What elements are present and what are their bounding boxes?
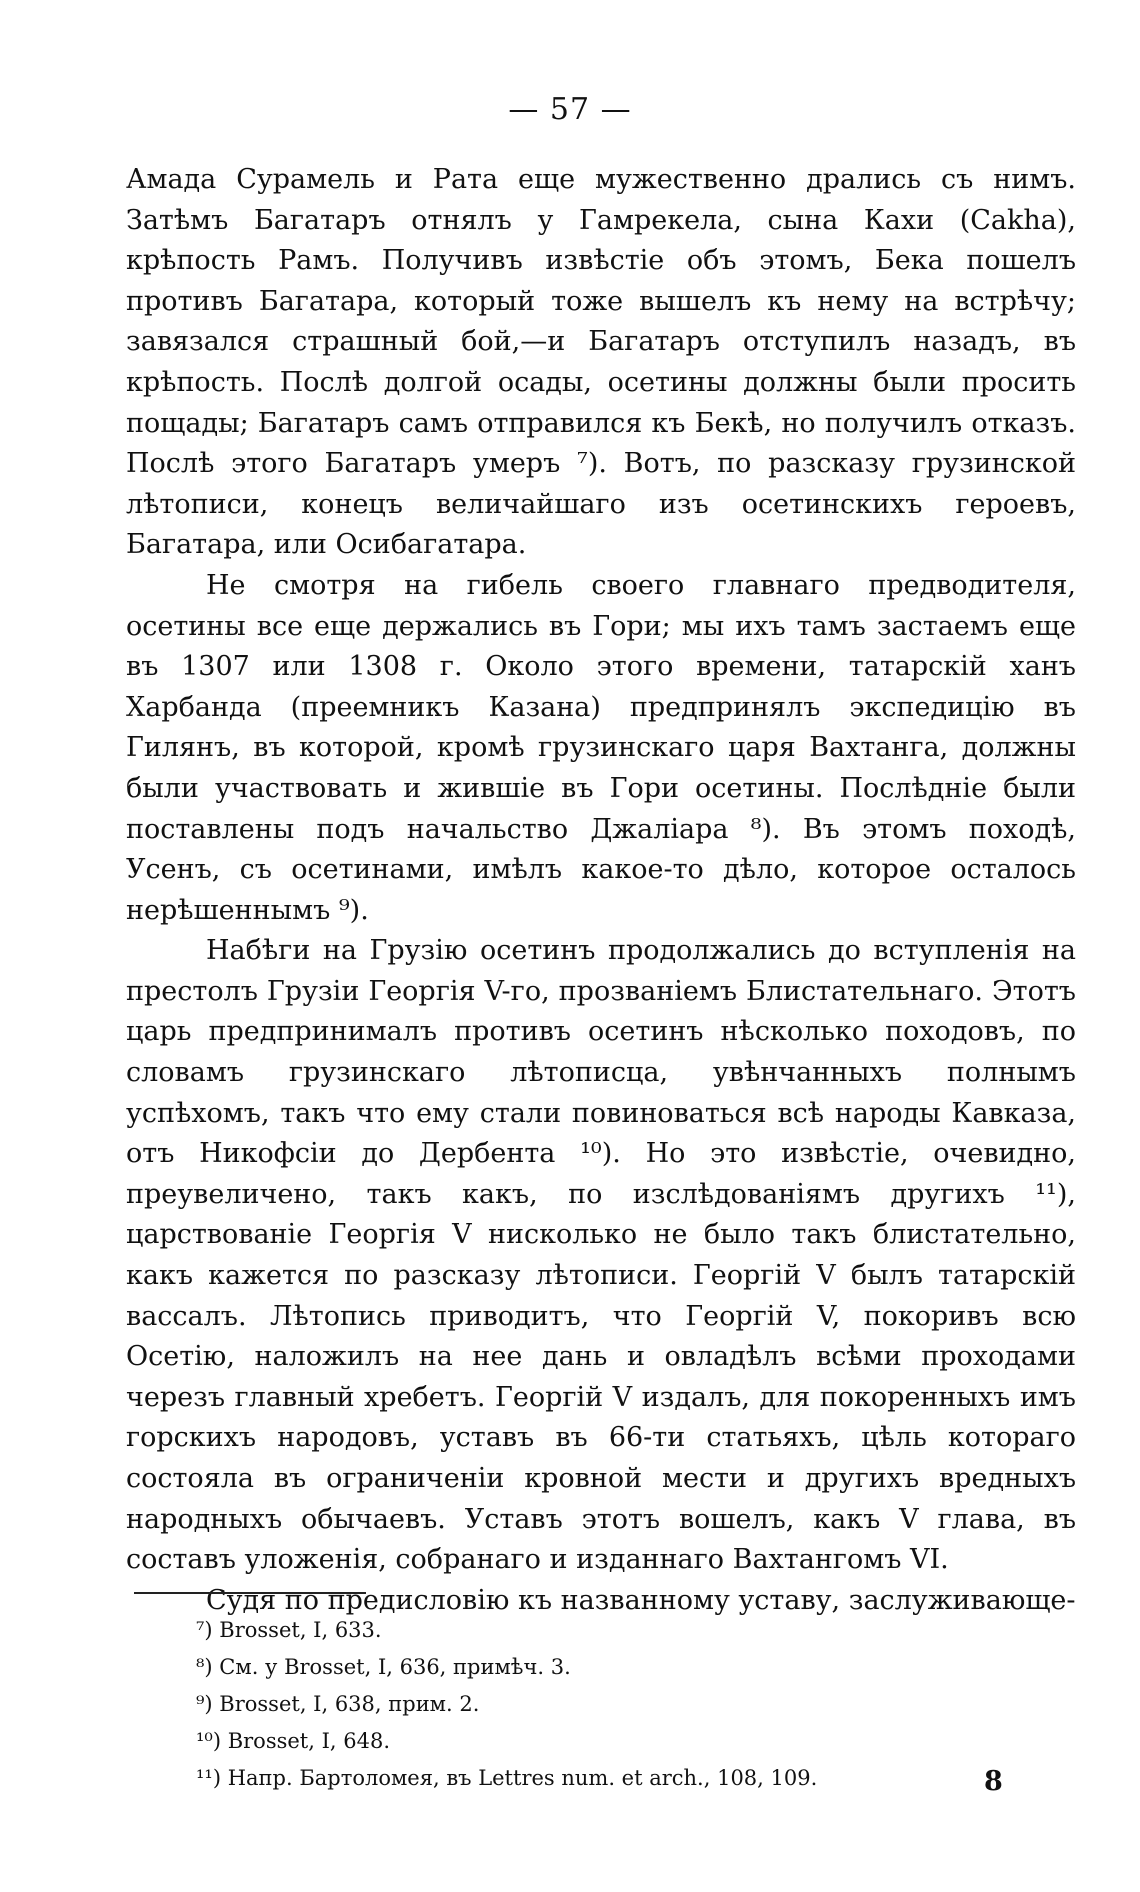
footnote: ¹⁰) Brosset, I, 648. (196, 1729, 390, 1753)
paragraph: Набѣги на Грузію осетинъ продолжались до вступленія на престолъ Грузіи Георгія V-го, прозваніемъ Блистательнаго. Этотъ царь предпринималъ противъ осетинъ нѣсколько походовъ, по словамъ грузинскаго лѣтописца, увѣнчанныхъ полнымъ успѣхомъ, такъ что ему стали повиноваться всѣ народы Кавказа, отъ Никофсіи до Дербента ¹⁰). Но это извѣстіе, очевидно, преувеличено, такъ какъ, по изслѣдованіямъ другихъ ¹¹), царствованіе Георгія V нисколько не было такъ блистательно, какъ кажется по разсказу лѣтописи. Георгій V былъ татарскій вассалъ. Лѣтопись приводитъ, что Георгій V, покоривъ всю Осетію, наложилъ на нее дань и овладѣлъ всѣми проходами черезъ главный хребетъ. Георгій V издалъ, для покоренныхъ имъ горскихъ народовъ, уставъ въ 66-ти статьяхъ, цѣль котораго состояла въ ограниченіи кровной мести и другихъ вредныхъ народныхъ обычаевъ. Уставъ этотъ вошелъ, какъ V глава, въ составъ уложенія, собранаго и изданнаго Вахтангомъ VI. (126, 935, 1076, 1576)
paragraph: Судя по предисловію къ названному уставу, заслуживающе- (206, 1584, 1076, 1616)
main-text (126, 160, 1076, 1621)
footnotes (196, 1612, 1096, 1797)
signature-mark: 8 (984, 1766, 1003, 1797)
footnote: ¹¹) Напр. Бартоломея, въ Lettres num. et arch., 108, 109. (196, 1766, 818, 1790)
footnote-separator (134, 1592, 366, 1594)
footnote: ⁹) Brosset, I, 638, прим. 2. (196, 1692, 480, 1716)
footnote: ⁷) Brosset, I, 633. (196, 1618, 382, 1642)
footnote: ⁸) См. у Brosset, I, 636, примѣч. 3. (196, 1655, 571, 1679)
paragraph: Амада Сурамель и Рата еще мужественно дрались съ нимъ. Затѣмъ Багатаръ отнялъ у Гамрекела, сына Кахи (Сakha), крѣпость Рамъ. Получивъ извѣстіе объ этомъ, Бека пошелъ противъ Багатара, который тоже вышелъ къ нему на встрѣчу; завязался страшный бой,—и Багатаръ отступилъ назадъ, въ крѣпость. Послѣ долгой осады, осетины должны были просить пощады; Багатаръ самъ отправился къ Бекѣ, но получилъ отказъ. Послѣ этого Багатаръ умеръ ⁷). Вотъ, по разсказу грузинской лѣтописи, конецъ величайшаго изъ осетинскихъ героевъ, Багатара, или Осибагатара. (126, 164, 1076, 561)
page-number: — 57 — (508, 92, 632, 127)
paragraph: Не смотря на гибель своего главнаго предводителя, осетины все еще держались въ Гори; мы ихъ тамъ застаемъ еще въ 1307 или 1308 г. Около этого времени, татарскій ханъ Харбанда (преемникъ Казана) предпринялъ экспедицію въ Гилянъ, въ которой, кромѣ грузинскаго царя Вахтанга, должны были участвовать и жившіе въ Гори осетины. Послѣдніе были поставлены подъ начальство Джаліара ⁸). Въ этомъ походѣ, Усенъ, съ осетинами, имѣлъ какое-то дѣло, которое осталось нерѣшеннымъ ⁹). (126, 569, 1076, 926)
